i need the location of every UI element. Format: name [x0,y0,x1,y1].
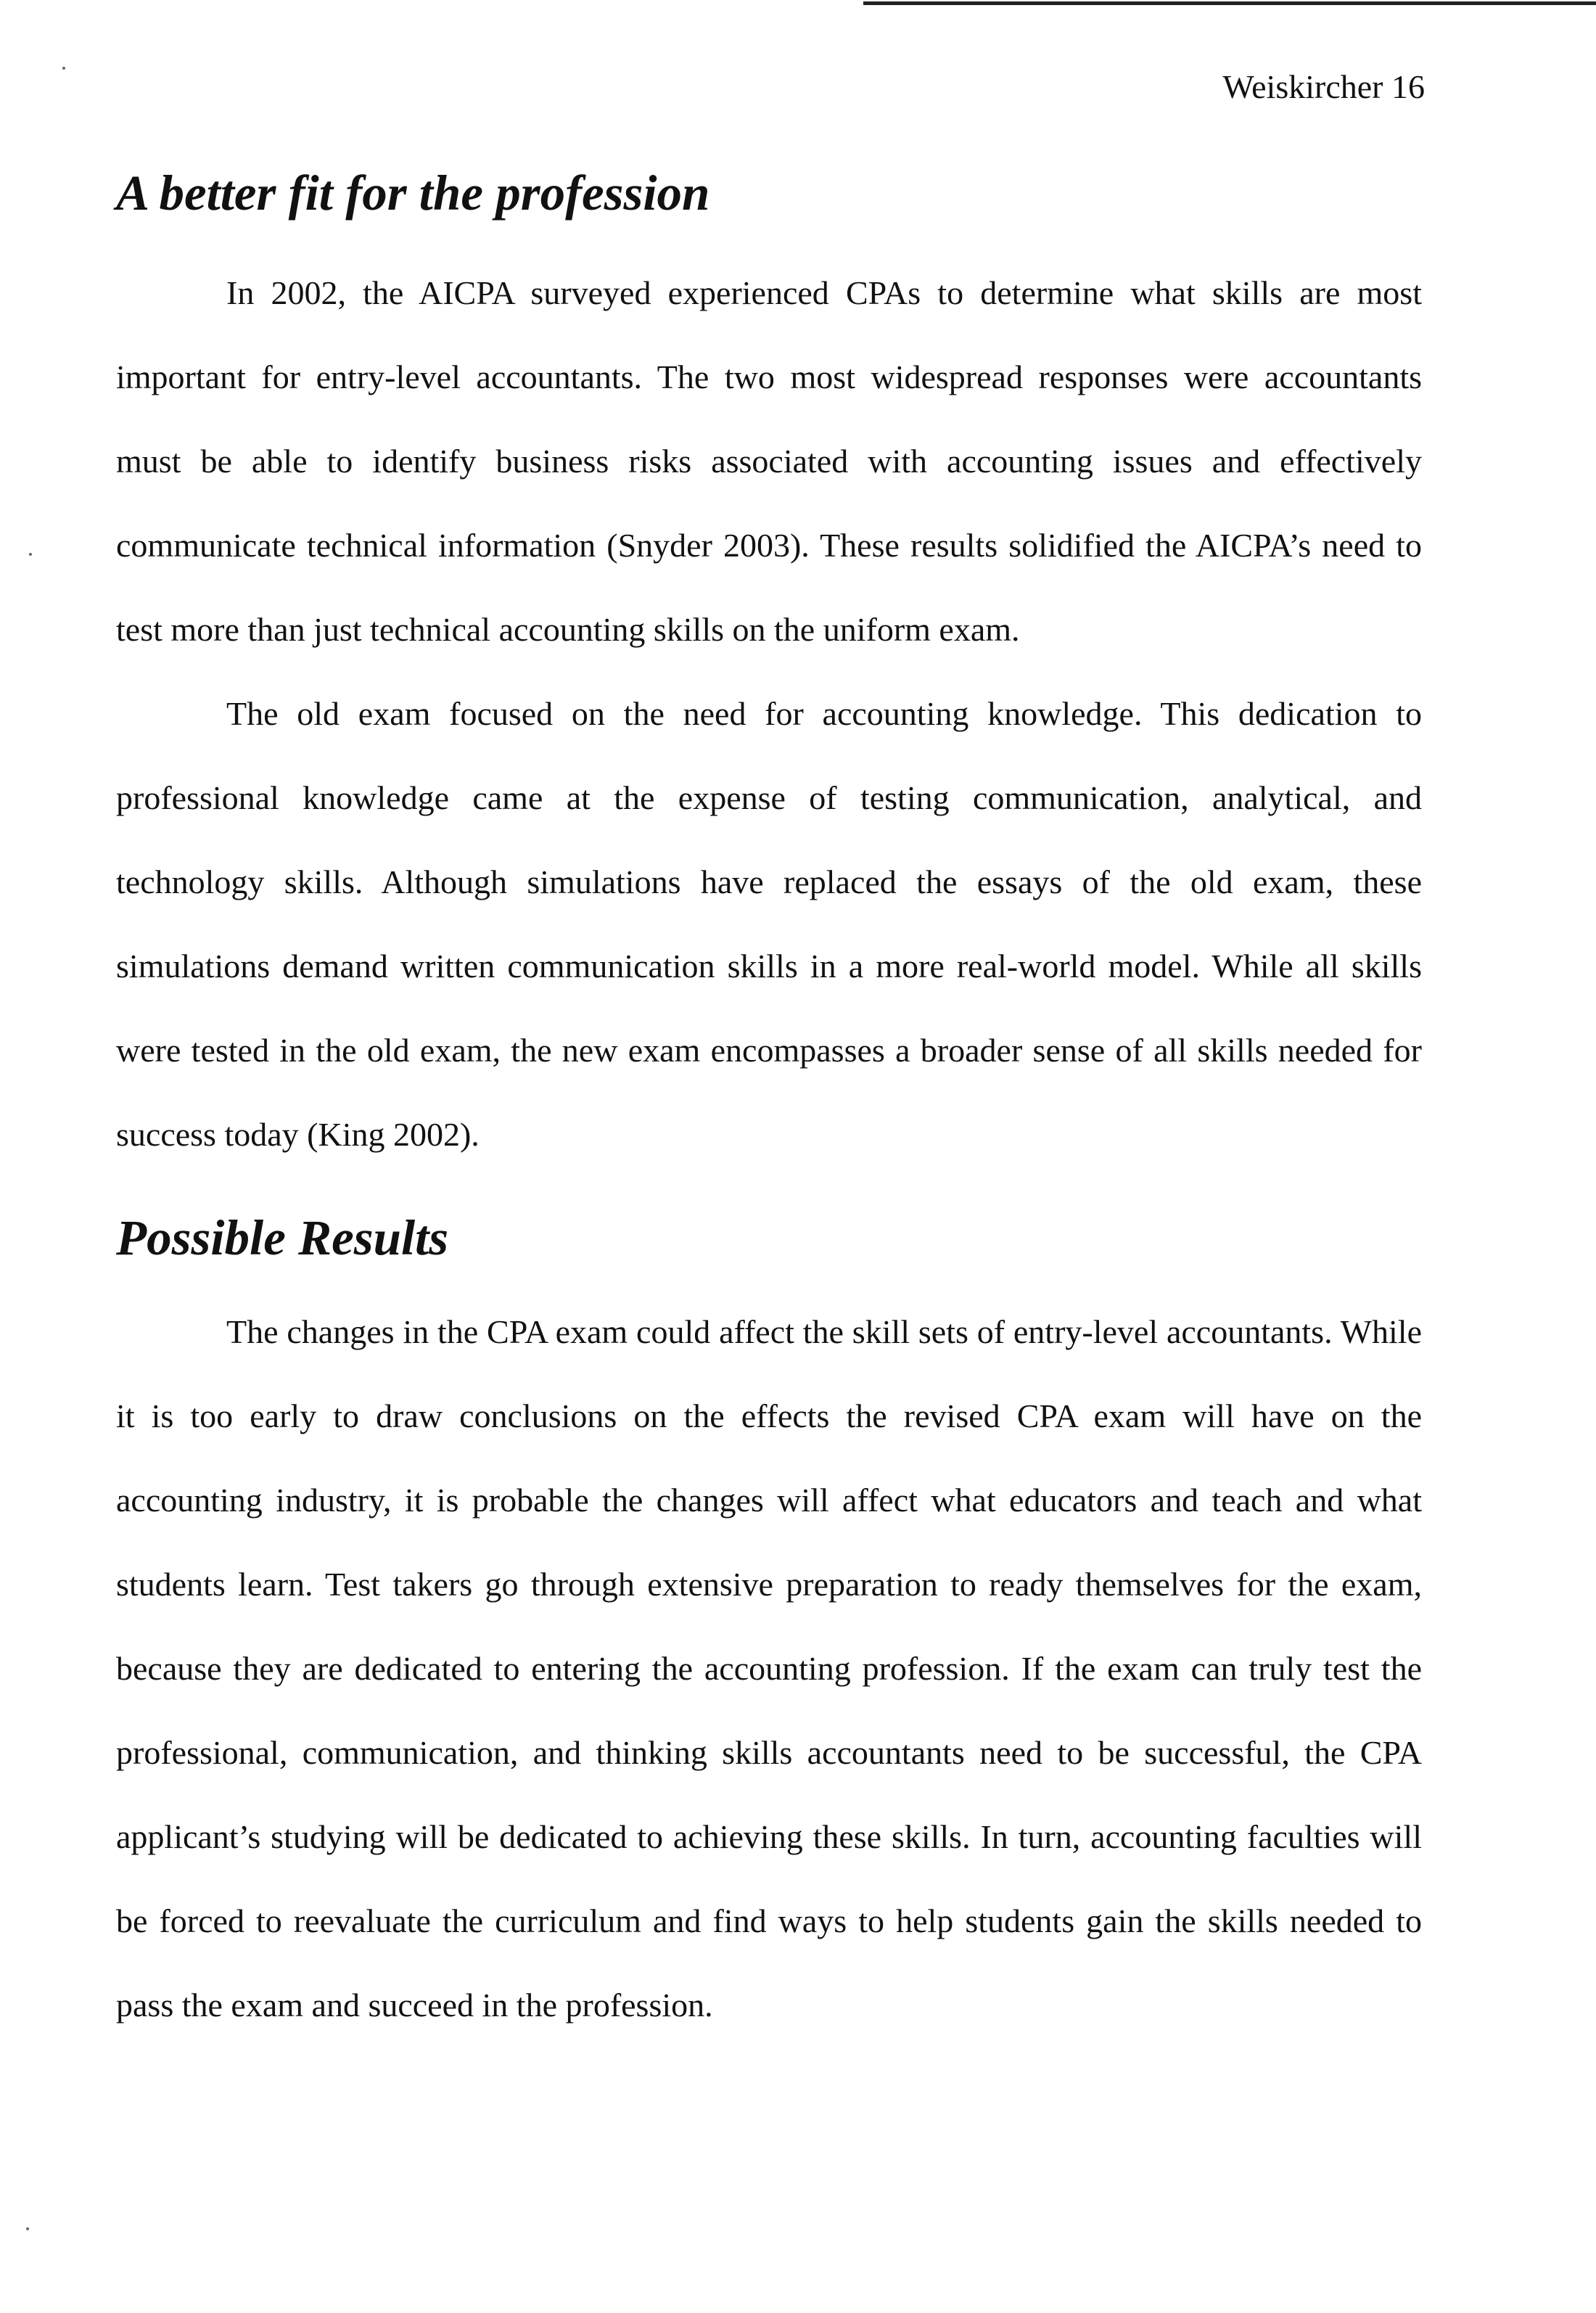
section-possible-results [116,1209,1422,2047]
running-head: Weiskircher 16 [1222,68,1425,105]
section-better-fit [116,164,1422,1177]
scan-top-rule [863,1,1596,5]
page-body [116,164,1422,2047]
scan-speck [62,67,65,70]
scan-speck [29,553,32,556]
section-heading: A better fit for the profession [116,165,710,221]
body-paragraph: The old exam focused on the need for accounting knowledge. This dedication to professional knowledge came at the expense of testing communication, analytical, and technology skills. Although simulations have replaced the essays of the old exam, these simulations demand written communication skills in a more real-world model. While all skills were tested in the old exam, the new exam encompasses a broader sense of all skills needed for success today (King 2002). [116,695,1422,1153]
scan-speck [26,2227,29,2230]
body-paragraph: In 2002, the AICPA surveyed experienced CPAs to determine what skills are most important for entry-level accountants. The two most widespread responses were accountants must be able to identify business risks associated with accounting issues and effectively communicate technical information (Snyder 2003). These results solidified the AICPA’s need to test more than just technical accounting skills on the uniform exam. [116,274,1422,648]
section-heading: Possible Results [116,1210,449,1265]
body-paragraph: The changes in the CPA exam could affect the skill sets of entry-level accountants. While it is too early to draw conclusions on the effects the revised CPA exam will have on the accounting industry, it is probable the changes will affect what educators and teach and what students learn. Test takers go through extensive preparation to ready themselves for the exam, because they are dedicated to entering the accounting profession. If the exam can truly test the professional, communication, and thinking skills accountants need to be successful, the CPA applicant’s studying will be dedicated to achieving these skills. In turn, accounting faculties will be forced to reevaluate the curriculum and find ways to help students gain the skills needed to pass the exam and succeed in the profession. [116,1313,1422,2024]
